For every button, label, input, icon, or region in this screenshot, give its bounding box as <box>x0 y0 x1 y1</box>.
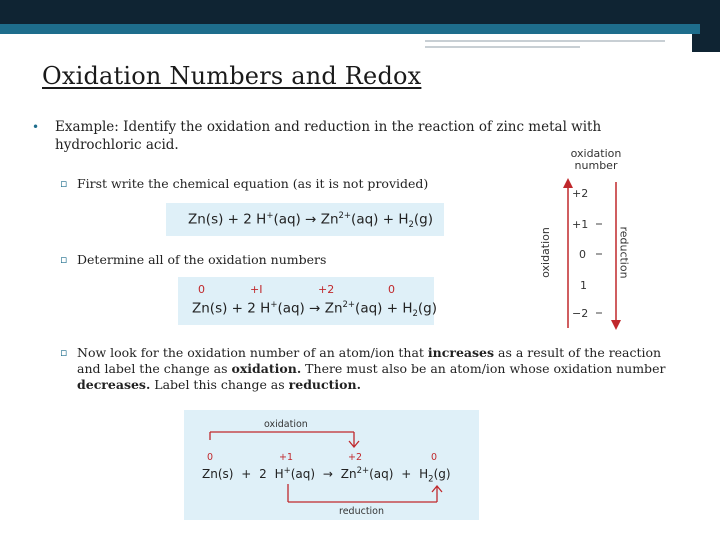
ox-number-h2: 0 <box>388 283 395 296</box>
equation-3: Zn(s) + 2 $H^+(aq) \to Zn^{2+}(aq) + H_2(g)$ <box>202 466 451 485</box>
redox-arrows <box>184 410 479 520</box>
scale-value: 1 <box>580 279 587 292</box>
scale-oxidation-label: oxidation <box>538 227 552 278</box>
scale-value: −2 <box>572 307 589 320</box>
step-1-text: First write the chemical equation (as it is not provided) <box>77 176 429 191</box>
scale-reduction-label: reduction <box>617 226 631 279</box>
scale-heading: oxidation number <box>570 147 622 172</box>
reduction-label: reduction <box>339 506 385 517</box>
bullet-marker: ▫ <box>60 253 68 266</box>
equation-2: Zn(s) + 2 $H^+(aq) \to Zn^{2+}(aq) + H_2(g)$ <box>192 300 437 320</box>
ox-number-zn: 0 <box>198 283 205 296</box>
ox-number-h: +I <box>250 283 263 296</box>
ox-number-h: +1 <box>279 452 294 463</box>
example-text: Example: Identify the oxidation and reduction in the reaction of zinc metal with hydrochloric acid. <box>55 119 602 153</box>
oxidation-label: oxidation <box>264 419 308 430</box>
header-bar <box>0 0 720 24</box>
decorative-line <box>425 40 665 42</box>
decorative-line <box>425 46 580 48</box>
bullet-dot: • <box>32 120 40 134</box>
scale-value: +2 <box>572 187 589 200</box>
step-3-text: Now look for the oxidation number of an atom/ion that increases as a result of the reaction and label the change as oxidation. There must also be an atom/ion whose oxidation number decreases. Label this change as reduction. <box>77 345 666 392</box>
bullet-marker: ▫ <box>60 177 68 190</box>
ox-number-zn: 0 <box>207 452 214 463</box>
ox-number-zn2: +2 <box>318 283 335 296</box>
slide-title: Oxidation Numbers and Redox <box>42 62 422 90</box>
ox-number-zn2: +2 <box>348 452 363 463</box>
accent-bar <box>0 24 700 34</box>
step-2-text: Determine all of the oxidation numbers <box>77 252 327 267</box>
bullet-marker: ▫ <box>60 346 68 359</box>
equation-box-3 <box>184 410 479 520</box>
equation-box-1 <box>166 203 444 236</box>
scale-value: +1 <box>572 218 589 231</box>
scale-value: 0 <box>579 248 586 261</box>
equation-box-2 <box>178 277 437 325</box>
equation-1: Zn(s) + 2 $H^+(aq) \to Zn^{2+}(aq) + H_2(g)$ <box>188 211 433 231</box>
ox-number-h2: 0 <box>431 452 438 463</box>
